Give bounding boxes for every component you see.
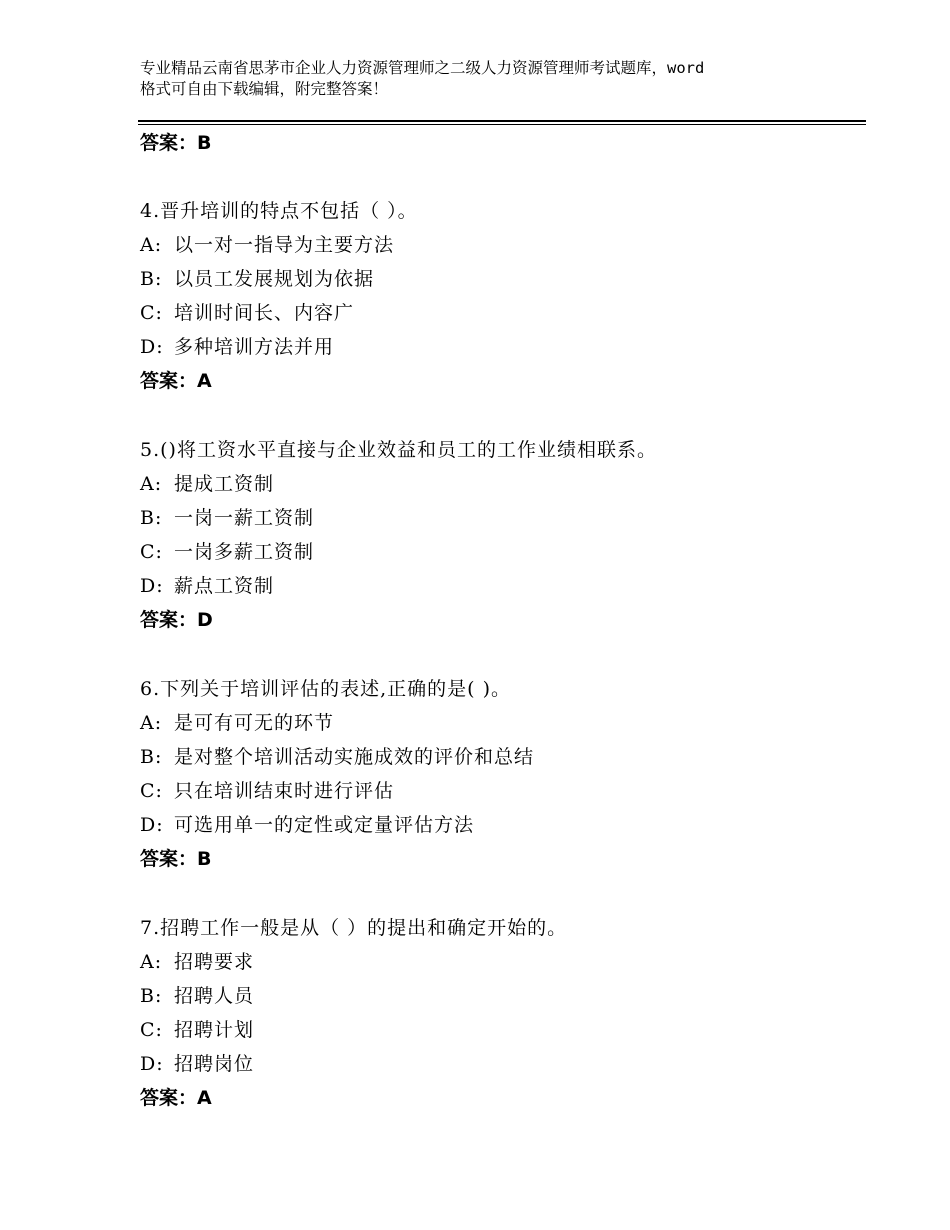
- option-d: [140, 813, 860, 837]
- option-text: 提成工资制: [174, 473, 275, 495]
- header-line-2: 格式可自由下载编辑，附完整答案！: [140, 80, 389, 98]
- question-7: [140, 916, 860, 1110]
- header-divider-thin: [138, 124, 866, 125]
- option-letter: D:: [140, 336, 164, 358]
- option-text: 培训时间长、内容广: [174, 302, 355, 324]
- option-letter: C:: [140, 780, 163, 802]
- option-a: [140, 950, 860, 974]
- question-6: [140, 677, 860, 871]
- option-letter: A:: [140, 951, 163, 973]
- option-text: 招聘人员: [174, 985, 255, 1007]
- header-divider-thick: [138, 120, 866, 122]
- option-text: 一岗一薪工资制: [174, 507, 315, 529]
- option-text: 以一对一指导为主要方法: [174, 234, 395, 256]
- option-text: 一岗多薪工资制: [174, 541, 315, 563]
- question-title: 6.下列关于培训评估的表述,正确的是( )。: [140, 678, 512, 700]
- option-letter: D:: [140, 1053, 164, 1075]
- question-answer: 答案：A: [140, 370, 212, 392]
- option-letter: C:: [140, 541, 163, 563]
- option-letter: B:: [140, 746, 163, 768]
- option-text: 以员工发展规划为依据: [174, 268, 375, 290]
- option-text: 招聘计划: [174, 1019, 255, 1041]
- header-line-1: 专业精品云南省思茅市企业人力资源管理师之二级人力资源管理师考试题库，word: [140, 59, 705, 77]
- option-c: [140, 779, 860, 803]
- option-text: 多种培训方法并用: [174, 336, 335, 358]
- question-5: [140, 438, 860, 632]
- option-text: 招聘岗位: [174, 1053, 255, 1075]
- question-title: 5.()将工资水平直接与企业效益和员工的工作业绩相联系。: [140, 439, 657, 461]
- option-text: 可选用单一的定性或定量评估方法: [174, 814, 475, 836]
- option-letter: C:: [140, 1019, 163, 1041]
- option-c: [140, 540, 860, 564]
- option-b: [140, 267, 860, 291]
- question-answer: 答案：A: [140, 1087, 212, 1109]
- question-title: 7.招聘工作一般是从（ ）的提出和确定开始的。: [140, 917, 568, 939]
- option-text: 薪点工资制: [174, 575, 275, 597]
- option-text: 招聘要求: [174, 951, 255, 973]
- option-letter: B:: [140, 268, 163, 290]
- option-letter: A:: [140, 234, 163, 256]
- question-4: [140, 199, 860, 393]
- option-d: [140, 574, 860, 598]
- option-c: [140, 301, 860, 325]
- option-b: [140, 506, 860, 530]
- option-letter: B:: [140, 507, 163, 529]
- option-letter: D:: [140, 814, 164, 836]
- option-c: [140, 1018, 860, 1042]
- option-a: [140, 472, 860, 496]
- option-letter: A:: [140, 712, 163, 734]
- option-a: [140, 711, 860, 735]
- option-letter: A:: [140, 473, 163, 495]
- option-d: [140, 335, 860, 359]
- previous-question-answer: 答案：B: [140, 132, 212, 154]
- option-letter: B:: [140, 985, 163, 1007]
- option-letter: C:: [140, 302, 163, 324]
- question-answer: 答案：D: [140, 609, 213, 631]
- option-letter: D:: [140, 575, 164, 597]
- question-answer: 答案：B: [140, 848, 212, 870]
- question-title: 4.晋升培训的特点不包括（ ）。: [140, 200, 418, 222]
- option-d: [140, 1052, 860, 1076]
- option-text: 只在培训结束时进行评估: [174, 780, 395, 802]
- option-text: 是可有可无的环节: [174, 712, 335, 734]
- option-b: [140, 745, 860, 769]
- option-text: 是对整个培训活动实施成效的评价和总结: [174, 746, 535, 768]
- option-b: [140, 984, 860, 1008]
- option-a: [140, 233, 860, 257]
- document-header: [140, 58, 840, 100]
